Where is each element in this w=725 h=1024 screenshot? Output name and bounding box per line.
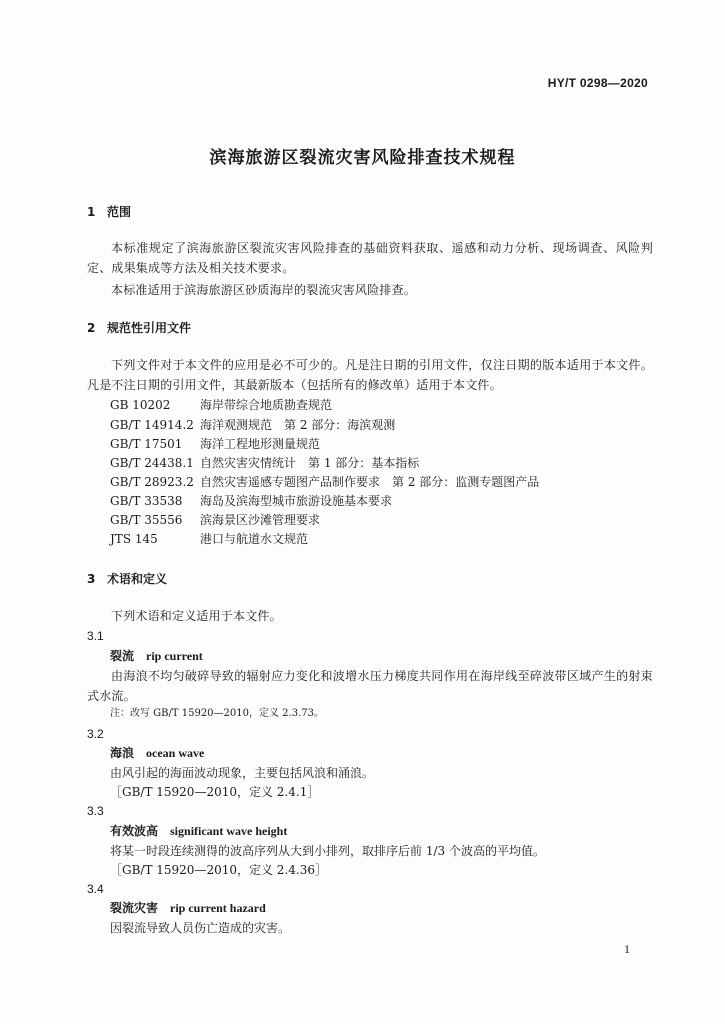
term-heading — [110, 821, 653, 841]
term-definition: 由风引起的海面波动现象，主要包括风浪和涌浪。 — [110, 766, 375, 780]
term-heading — [110, 743, 653, 763]
term-definition: 将某一时段连续测得的波高序列从大到小排列，取排序后前 1/3 个波高的平均值。 — [110, 844, 545, 858]
term-en: significant wave height — [170, 824, 288, 838]
term-en: rip current hazard — [170, 901, 266, 915]
reference-code: GB/T 14914.2 — [110, 418, 194, 432]
reference-code: GB/T 33538 — [110, 494, 183, 508]
reference-title: 海岛及滨海型城市旅游设施基本要求 — [200, 494, 393, 508]
section-2-heading — [87, 318, 653, 338]
reference-code: GB/T 17501 — [110, 437, 183, 451]
standard-code: HY/T 0298—2020 — [547, 76, 648, 90]
term-number: 3.2 — [87, 727, 104, 741]
reference-title: 海岸带综合地质勘查规范 — [200, 398, 333, 412]
reference-title: 海洋工程地形测量规范 — [200, 437, 321, 451]
term-source: ［GB/T 15920—2010，定义 2.4.1］ — [110, 785, 320, 799]
term-definition: 由海浪不均匀破碎导致的辐射应力变化和波增水压力梯度共同作用在海岸线至碎波带区域产生的射束式水流。 — [87, 669, 653, 703]
reference-item — [110, 472, 653, 492]
term-zh: 裂流灾害 — [110, 901, 159, 915]
reference-item — [110, 415, 653, 435]
term-en: rip current — [146, 649, 203, 663]
reference-code: GB/T 35556 — [110, 513, 183, 527]
reference-title: 自然灾害灾情统计 第 1 部分：基本指标 — [200, 456, 420, 470]
section-3-intro: 下列术语和定义适用于本文件。 — [111, 609, 282, 623]
term-zh: 海浪 — [110, 746, 135, 760]
section-number: 2 — [87, 321, 96, 335]
reference-code: GB/T 24438.1 — [110, 456, 194, 470]
reference-code: GB/T 28923.2 — [110, 475, 194, 489]
reference-code: GB 10202 — [110, 398, 171, 412]
term-number: 3.4 — [87, 882, 104, 896]
term-number: 3.3 — [87, 804, 104, 818]
reference-title: 海洋观测规范 第 2 部分：海滨观测 — [200, 418, 396, 432]
term-note: 注：改写 GB/T 15920—2010，定义 2.3.73。 — [110, 708, 324, 719]
reference-item — [110, 491, 653, 511]
section-2-paragraph-1: 下列文件对于本文件的应用是必不可少的。凡是注日期的引用文件，仅注日期的版本适用于本文件。凡是不注日期的引用文件，其最新版本（包括所有的修改单）适用于本文件。 — [87, 358, 653, 392]
reference-title: 自然灾害遥感专题图产品制作要求 第 2 部分：监测专题图产品 — [200, 475, 540, 489]
reference-code: JTS 145 — [110, 532, 158, 546]
reference-title: 滨海景区沙滩管理要求 — [200, 513, 321, 527]
reference-item — [110, 434, 653, 454]
reference-title: 港口与航道水文规范 — [200, 532, 309, 546]
section-1-paragraph-2: 本标准适用于滨海旅游区砂质海岸的裂流灾害风险排查。 — [111, 283, 417, 297]
document-title: 滨海旅游区裂流灾害风险排查技术规程 — [209, 148, 516, 168]
section-1-heading — [87, 202, 653, 222]
section-title: 术语和定义 — [107, 572, 168, 586]
term-source: ［GB/T 15920—2010，定义 2.4.36］ — [110, 863, 327, 877]
term-definition: 因裂流导致人员伤亡造成的灾害。 — [110, 921, 291, 935]
term-en: ocean wave — [146, 746, 205, 760]
term-heading — [110, 646, 653, 666]
page-number: 1 — [624, 942, 630, 956]
reference-item — [110, 529, 653, 549]
section-1-paragraph-1: 本标准规定了滨海旅游区裂流灾害风险排查的基础资料获取、遥感和动力分析、现场调查、风险判定、成果集成等方法及相关技术要求。 — [87, 241, 653, 275]
term-zh: 裂流 — [110, 649, 135, 663]
section-number: 1 — [87, 205, 96, 219]
section-title: 规范性引用文件 — [107, 321, 192, 335]
term-zh: 有效波高 — [110, 824, 159, 838]
section-3-heading — [87, 569, 653, 589]
section-title: 范围 — [107, 205, 132, 219]
section-number: 3 — [87, 572, 96, 586]
term-number: 3.1 — [87, 629, 104, 643]
term-heading — [110, 898, 653, 918]
reference-item — [110, 453, 653, 473]
reference-item — [110, 395, 653, 415]
reference-item — [110, 510, 653, 530]
